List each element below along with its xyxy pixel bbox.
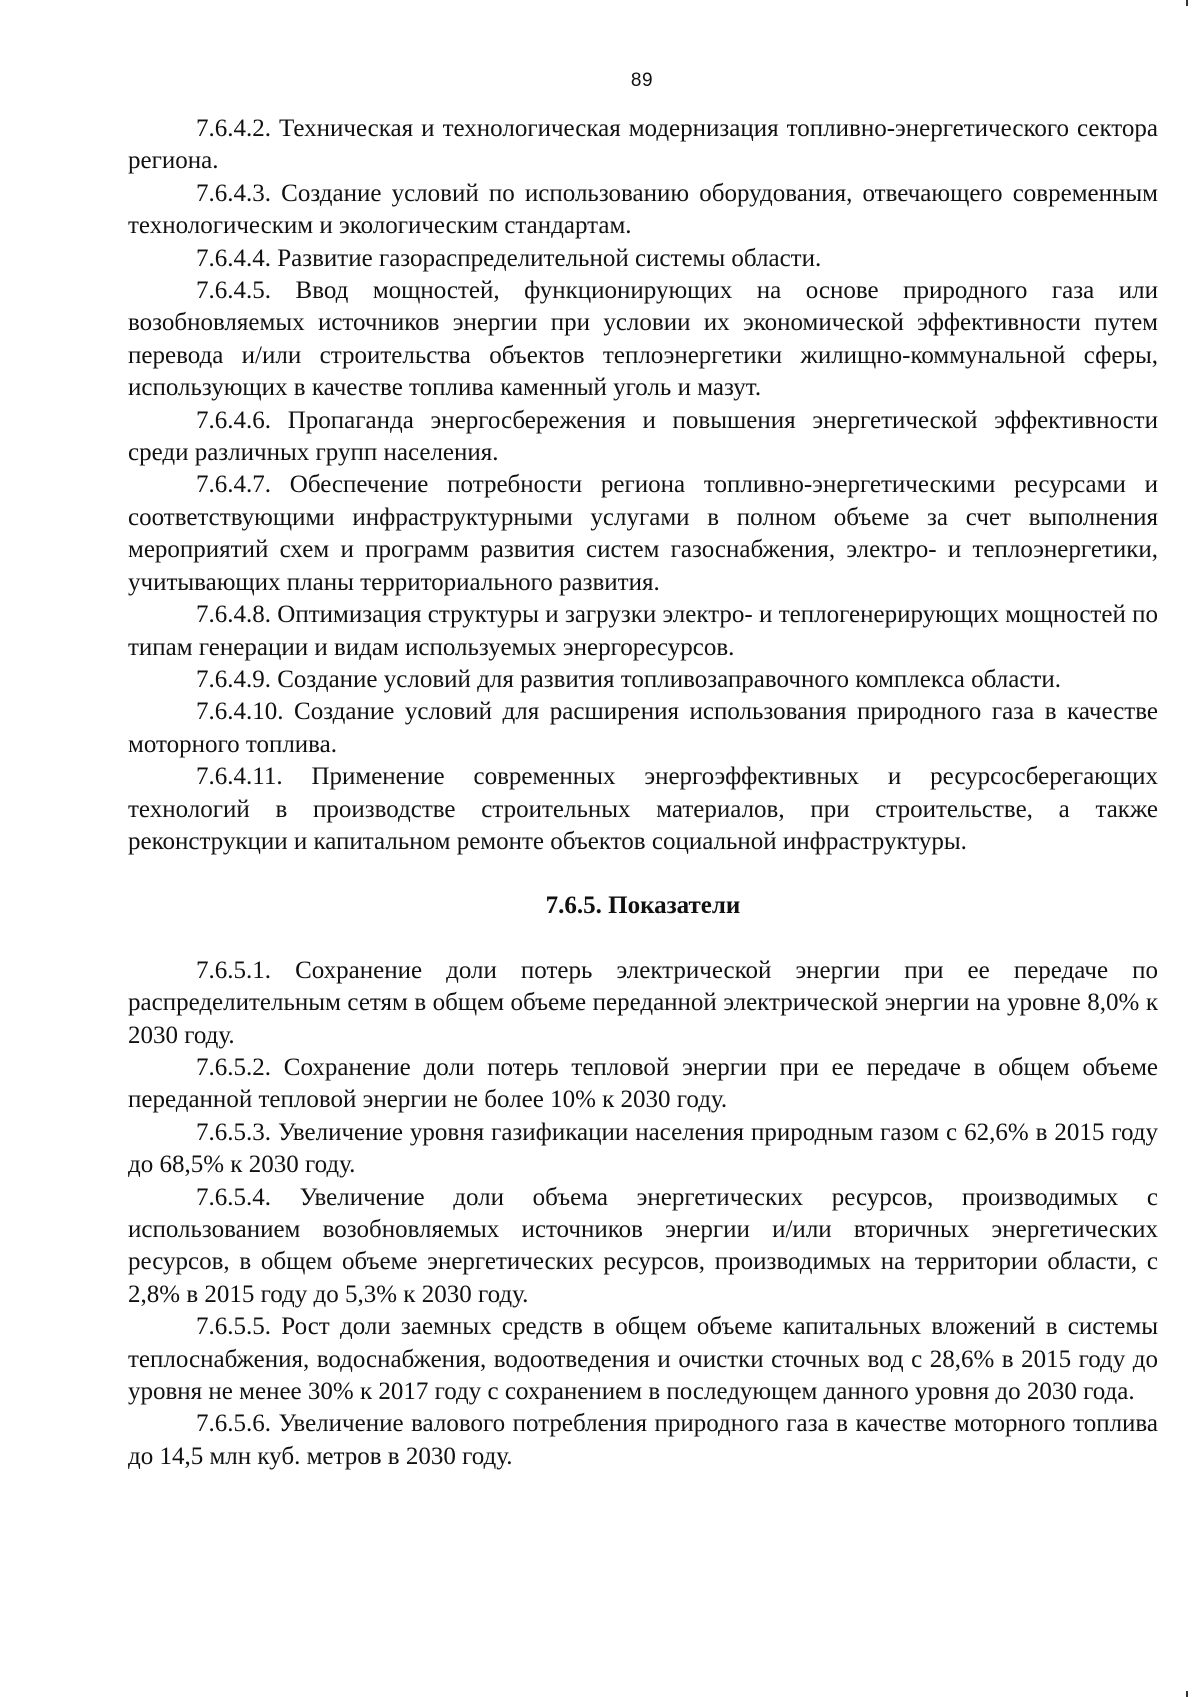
paragraph-7-6-4-9: 7.6.4.9. Создание условий для развития топливозаправочного комплекса области. (196, 665, 1061, 693)
paragraph-7-6-5-4: 7.6.5.4. Увеличение доли объема энергетических ресурсов, производимых с использованием возобновляемых источников энергии и/или вторичных энергетических ресурсов, в общем объеме энергетических ресурсов, производимых на территории области, с 2,8% в 2015 году до 5,3% к 2030 году. (128, 1183, 1158, 1308)
paragraph-7-6-4-6: 7.6.4.6. Пропаганда энергосбережения и повышения энергетической эффективности среди различных групп населения. (128, 406, 1158, 467)
paragraph-7-6-4-2: 7.6.4.2. Техническая и технологическая модернизация топливно-энергетического сектора региона. (128, 115, 1158, 175)
paragraph-7-6-5-1: 7.6.5.1. Сохранение доли потерь электрической энергии при ее передаче по распределительным сетям в общем объеме переданной электрической энергии на уровне 8,0% к 2030 году. (128, 956, 1158, 1049)
paragraph-7-6-4-4: 7.6.4.4. Развитие газораспределительной системы области. (196, 244, 822, 272)
page-number: 89 (630, 70, 654, 91)
section-heading: 7.6.5. Показатели (545, 892, 741, 920)
document-body (128, 113, 1158, 1473)
paragraph-7-6-4-11: 7.6.4.11. Применение современных энергоэффективных и ресурсосберегающих технологий в производстве строительных материалов, при строительстве, а также реконструкции и капитальном ремонте объектов социальной инфраструктуры. (128, 763, 1158, 855)
paragraph-7-6-4-3: 7.6.4.3. Создание условий по использованию оборудования, отвечающего современным технологическим и экологическим стандартам. (128, 179, 1158, 240)
paragraph-7-6-5-2: 7.6.5.2. Сохранение доли потерь тепловой энергии при ее передаче в общем объеме переданной тепловой энергии не более 10% к 2030 году. (128, 1053, 1158, 1114)
paragraph-7-6-4-5: 7.6.4.5. Ввод мощностей, функционирующих на основе природного газа или возобновляемых источников энергии при условии их экономической эффективности путем перевода и/или строительства объектов теплоэнергетики жилищно-коммунальной сферы, использующих в качестве топлива каменный уголь и мазут. (128, 277, 1158, 402)
paragraph-7-6-4-8: 7.6.4.8. Оптимизация структуры и загрузки электро- и теплогенерирующих мощностей по типам генерации и видам используемых энергоресурсов. (128, 601, 1158, 661)
paragraph-7-6-5-3: 7.6.5.3. Увеличение уровня газификации населения природным газом с 62,6% в 2015 году до 68,5% к 2030 году. (128, 1118, 1158, 1179)
paragraph-7-6-5-5: 7.6.5.5. Рост доли заемных средств в общем объеме капитальных вложений в системы теплоснабжения, водоснабжения, водоотведения и очистки сточных вод с 28,6% в 2015 году до уровня не менее 30% к 2017 году с сохранением в последующем данного уровня до 2030 года. (128, 1313, 1158, 1406)
scan-artifact-top-right (1186, 0, 1188, 6)
paragraph-7-6-4-7: 7.6.4.7. Обеспечение потребности региона топливно-энергетическими ресурсами и соответствующими инфраструктурными услугами в полном объеме за счет выполнения мероприятий схем и программ развития систем газоснабжения, электро- и теплоэнергетики, учитывающих планы территориального развития. (128, 471, 1158, 596)
scan-artifact-bottom-right (1186, 1691, 1188, 1697)
paragraph-7-6-5-6: 7.6.5.6. Увеличение валового потребления природного газа в качестве моторного топлива до 14,5 млн куб. метров в 2030 году. (128, 1410, 1158, 1470)
paragraph-7-6-4-10: 7.6.4.10. Создание условий для расширения использования природного газа в качестве моторного топлива. (128, 698, 1158, 758)
